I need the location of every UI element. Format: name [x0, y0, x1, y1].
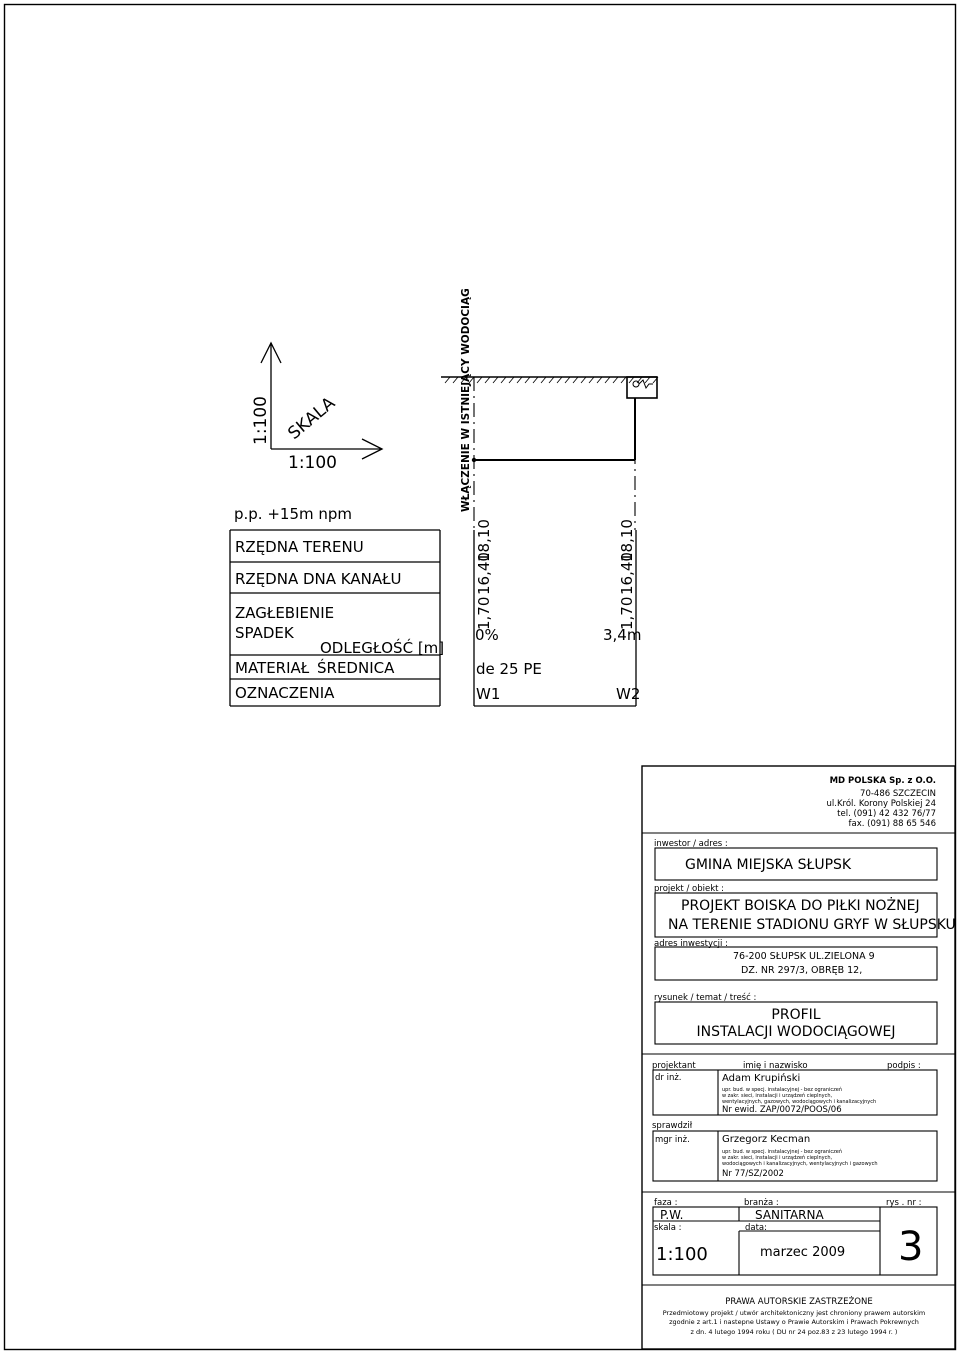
- w2-mark: W2: [616, 685, 641, 703]
- checker-name: Grzegorz Kecman: [722, 1134, 811, 1145]
- terrain-hatching: [445, 377, 658, 383]
- row-channel-bottom: RZĘDNA DNA KANAŁU: [235, 570, 402, 588]
- w1-terrain: 18,10: [475, 519, 493, 562]
- address-line2: DZ. NR 297/3, OBRĘB 12,: [741, 965, 863, 976]
- row-depth: ZAGŁEBIENIE: [235, 604, 335, 622]
- row-material: MATERIAŁ: [235, 659, 310, 677]
- row-markings: OZNACZENIA: [235, 684, 335, 702]
- date-label: data:: [745, 1223, 768, 1233]
- drawing-title: PROFIL: [771, 1007, 821, 1023]
- profile-label-table: [230, 505, 444, 706]
- phase-value: P.W.: [660, 1208, 684, 1222]
- designer-title: dr inż.: [655, 1073, 682, 1083]
- investor-name: GMINA MIEJSKA SŁUPSK: [685, 857, 852, 873]
- copyright-line3: z dn. 4 lutego 1994 roku ( DU nr 24 poz.83 z 23 lutego 1994 r. ): [690, 1328, 898, 1336]
- scale-value: 1:100: [656, 1244, 708, 1265]
- company-tel: tel. (091) 42 432 76/77: [837, 809, 936, 819]
- address-line1: 76-200 SŁUPSK UL.ZIELONA 9: [733, 951, 875, 962]
- w2-depth: 1,70: [618, 596, 636, 630]
- phase-label: faza :: [654, 1198, 678, 1208]
- copyright-line1: Przedmiotowy projekt / utwór architektoniczny jest chroniony prawem autorskim: [662, 1309, 926, 1317]
- segment-distance: 3,4m: [603, 626, 642, 644]
- checker-permission-2: w zakr. sieci, instalacji i urządzeń cieplnych,: [722, 1155, 833, 1161]
- checker-title: mgr inż.: [655, 1135, 690, 1145]
- w1-mark: W1: [476, 685, 501, 703]
- scale-diagonal-label: SKALA: [284, 393, 340, 444]
- company-name: MD POLSKA Sp. z O.O.: [829, 776, 936, 786]
- checker-label: sprawdził: [652, 1121, 693, 1131]
- company-city: 70-486 SZCZECIN: [860, 789, 936, 799]
- branch-value: SANITARNA: [755, 1208, 824, 1222]
- scale-horizontal-label: 1:100: [288, 453, 337, 473]
- connection-node: [472, 458, 476, 462]
- profile-drawing: [441, 288, 658, 706]
- segment-pipe: de 25 PE: [476, 660, 542, 678]
- designer-name: Adam Krupiński: [722, 1073, 801, 1084]
- scale-symbol: [251, 343, 382, 473]
- checker-permission-3: wodociągowych i kanalizacyjnych, wentylacyjnych i gazowych: [722, 1161, 878, 1167]
- project-label: projekt / obiekt :: [654, 884, 725, 894]
- w2-bottom: 16,40: [618, 552, 636, 595]
- copyright-line2: zgodnie z art.1 i nastepne Ustawy o Prawie Autorskim i Prawach Pokrewnych: [669, 1318, 919, 1326]
- scale-vertical-label: 1:100: [251, 396, 271, 445]
- name-label: imię i nazwisko: [743, 1061, 808, 1071]
- sheet-label: rys . nr :: [886, 1198, 922, 1208]
- designer-label: projektant: [652, 1061, 696, 1071]
- copyright-title: PRAWA AUTORSKIE ZASTRZEŻONE: [725, 1297, 873, 1307]
- segment-slope: 0%: [475, 626, 499, 644]
- company-street: ul.Król. Korony Polskiej 24: [826, 799, 936, 809]
- checker-permission-1: upr. bud. w specj. instalacyjnej - bez ograniczeń: [722, 1149, 843, 1155]
- signature-label: podpis :: [887, 1061, 921, 1071]
- title-block: [642, 766, 956, 1349]
- sheet-number: 3: [898, 1224, 924, 1270]
- designer-permission-3: wentylacyjnych, gazowych, wodociągowych i kanalizacyjnych: [722, 1099, 877, 1105]
- project-line2: NA TERENIE STADIONU GRYF W SŁUPSKU: [668, 917, 956, 933]
- project-line1: PROJEKT BOISKA DO PIŁKI NOŻNEJ: [681, 898, 920, 914]
- connection-note: WŁĄCZENIE W ISTNIEJĄCY WODOCIĄG: [460, 288, 472, 512]
- w1-bottom: 16,40: [475, 552, 493, 595]
- designer-permission-1: upr. bud. w specj. instalacyjnej - bez ograniczeń: [722, 1087, 843, 1093]
- date-value: marzec 2009: [760, 1245, 846, 1260]
- row-distance: ODLEGŁOŚĆ [m]: [320, 639, 445, 657]
- drawing-subtitle: INSTALACJI WODOCIĄGOWEJ: [696, 1024, 896, 1040]
- reference-level: p.p. +15m npm: [234, 505, 353, 523]
- row-terrain-elevation: RZĘDNA TERENU: [235, 538, 364, 556]
- checker-number: Nr 77/SZ/2002: [722, 1169, 784, 1179]
- w1-depth: 1,70: [475, 596, 493, 630]
- designer-number: Nr ewid. ZAP/0072/POOS/06: [722, 1105, 842, 1115]
- company-fax: fax. (091) 88 65 546: [848, 819, 936, 829]
- address-label: adres inwestycji :: [654, 939, 728, 949]
- drawing-label: rysunek / temat / treść :: [654, 993, 757, 1003]
- scale-label: skala :: [654, 1223, 682, 1233]
- w2-terrain: 18,10: [618, 519, 636, 562]
- investor-label: inwestor / adres :: [654, 839, 728, 849]
- branch-label: branża :: [744, 1198, 779, 1208]
- designer-permission-2: w zakr. sieci, instalacji i urządzeń cieplnych,: [722, 1093, 833, 1099]
- row-diameter: ŚREDNICA: [317, 659, 395, 677]
- row-slope: SPADEK: [235, 624, 294, 642]
